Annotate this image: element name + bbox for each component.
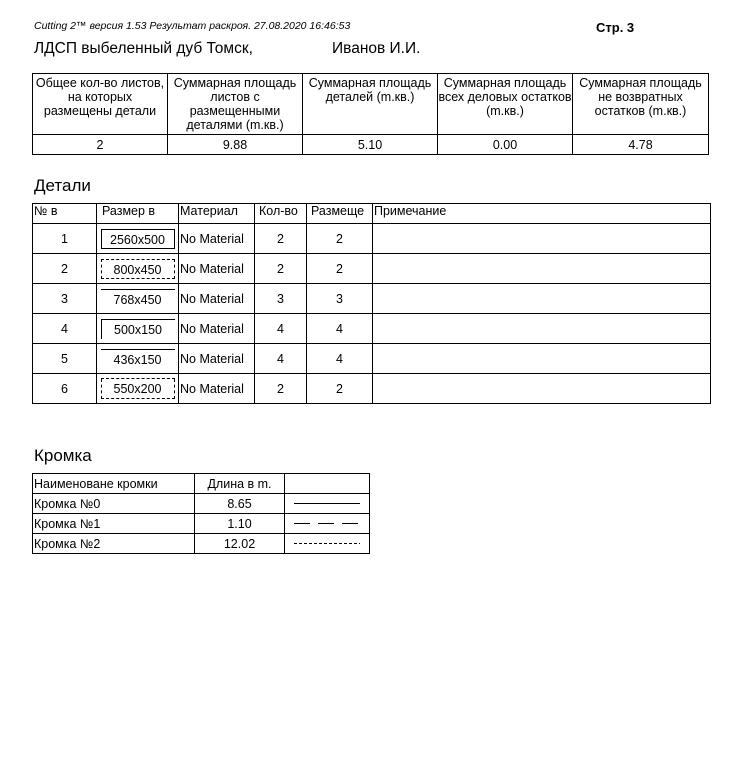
detail-note [373,224,711,254]
edging-title: Кромка [34,446,92,465]
summary-value: 9.88 [168,135,303,155]
table-row [33,514,370,534]
details-header-placed: Размеще [307,204,373,224]
edging-length: 8.65 [195,494,285,514]
detail-material: No Material [179,374,255,404]
table-row [33,374,711,404]
detail-note [373,374,711,404]
edging-header-length: Длина в m. [195,474,285,494]
material-title: ЛДСП выбеленный дуб Томск, [34,40,253,57]
summary-table [32,73,709,155]
detail-number: 6 [33,374,97,404]
table-row [33,314,711,344]
table-row [33,534,370,554]
detail-size: 500x150 [101,319,175,339]
summary-header: Суммарная площадь всех деловых остатков (m.кв.) [438,74,573,135]
edging-name: Кромка №0 [33,494,195,514]
table-row [33,224,711,254]
table-row [33,344,711,374]
detail-material: No Material [179,224,255,254]
program-info: Cutting 2™ версия 1.53 Результат раскроя. 27.08.2020 16:46:53 [34,20,351,32]
edging-length: 1.10 [195,514,285,534]
table-row [33,494,370,514]
detail-placed: 3 [307,284,373,314]
details-header-material: Материал [179,204,255,224]
detail-qty: 4 [255,344,307,374]
edging-header-name: Наименоване кромки [33,474,195,494]
detail-qty: 4 [255,314,307,344]
edging-name: Кромка №2 [33,534,195,554]
details-header-note: Примечание [373,204,711,224]
detail-qty: 2 [255,254,307,284]
detail-size: 436x150 [101,349,175,369]
details-header-size: Размер в [97,204,179,224]
edge-line-sample [294,542,360,545]
detail-placed: 2 [307,224,373,254]
page-number: Стр. 3 [596,20,635,35]
edging-header-sample [285,474,370,494]
edge-line-sample [294,503,360,504]
detail-note [373,254,711,284]
detail-material: No Material [179,344,255,374]
detail-material: No Material [179,254,255,284]
detail-qty: 2 [255,374,307,404]
detail-number: 4 [33,314,97,344]
detail-placed: 2 [307,254,373,284]
detail-qty: 3 [255,284,307,314]
details-table [32,203,711,404]
author-name: Иванов И.И. [332,40,421,57]
summary-value: 2 [33,135,168,155]
details-header-qty: Кол-во [255,204,307,224]
detail-size: 550x200 [101,379,175,399]
summary-value: 4.78 [573,135,709,155]
summary-value: 5.10 [303,135,438,155]
detail-placed: 4 [307,344,373,374]
edging-length: 12.02 [195,534,285,554]
detail-number: 3 [33,284,97,314]
detail-placed: 2 [307,374,373,404]
details-title: Детали [34,176,91,195]
detail-material: No Material [179,314,255,344]
edging-name: Кромка №1 [33,514,195,534]
detail-number: 1 [33,224,97,254]
details-header-number: № в [33,204,97,224]
detail-qty: 2 [255,224,307,254]
detail-placed: 4 [307,314,373,344]
detail-size: 768x450 [101,289,175,309]
detail-note [373,344,711,374]
detail-material: No Material [179,284,255,314]
detail-size: 800x450 [101,259,175,279]
summary-header: Суммарная площадь листов с размещенными деталями (m.кв.) [168,74,303,135]
detail-note [373,284,711,314]
edge-line-sample [294,522,360,525]
detail-size: 2560x500 [101,229,175,249]
table-row [33,284,711,314]
table-row [33,254,711,284]
summary-header: Общее кол-во листов, на которых размещены детали [33,74,168,135]
summary-header: Суммарная площадь не возвратных остатков (m.кв.) [573,74,709,135]
edging-table [32,473,370,554]
detail-number: 2 [33,254,97,284]
detail-number: 5 [33,344,97,374]
detail-note [373,314,711,344]
summary-header: Суммарная площадь деталей (m.кв.) [303,74,438,135]
summary-value: 0.00 [438,135,573,155]
